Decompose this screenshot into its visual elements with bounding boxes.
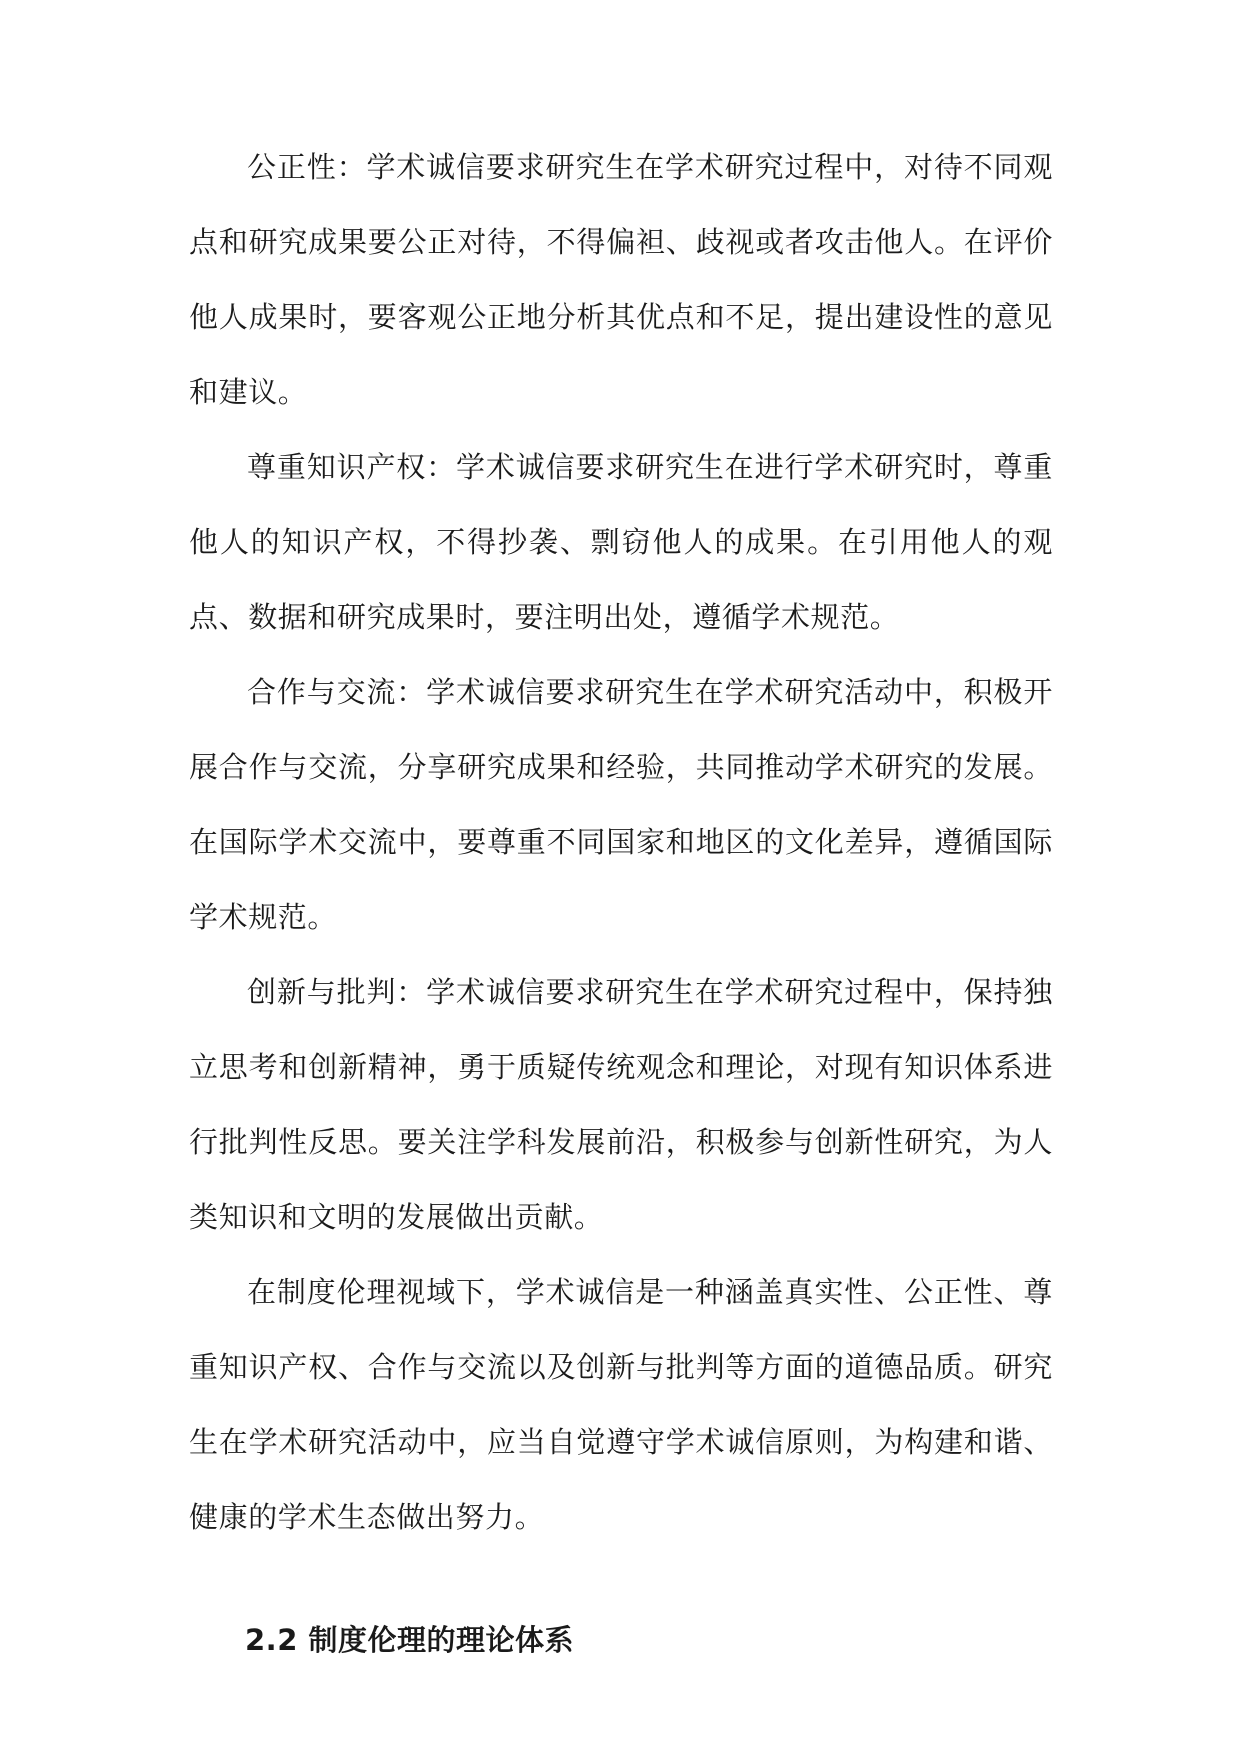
paragraph-fairness: 公正性：学术诚信要求研究生在学术研究过程中，对待不同观点和研究成果要公正对待，不得偏袒、歧视或者攻击他人。在评价他人成果时，要客观公正地分析其优点和不足，提出建设性的意见和建议。 (189, 150, 1053, 409)
document-page (189, 130, 1053, 1670)
section-heading: 2.2 制度伦理的理论体系 (245, 1623, 574, 1657)
paragraph-cooperation-exchange: 合作与交流：学术诚信要求研究生在学术研究活动中，积极开展合作与交流，分享研究成果和经验，共同推动学术研究的发展。在国际学术交流中，要尊重不同国家和地区的文化差异，遵循国际学术规范。 (189, 675, 1053, 934)
paragraph-innovation-critique: 创新与批判：学术诚信要求研究生在学术研究过程中，保持独立思考和创新精神，勇于质疑传统观念和理论，对现有知识体系进行批判性反思。要关注学科发展前沿，积极参与创新性研究，为人类知识和文明的发展做出贡献。 (189, 975, 1053, 1234)
paragraph-intellectual-property: 尊重知识产权：学术诚信要求研究生在进行学术研究时，尊重他人的知识产权，不得抄袭、剽窃他人的成果。在引用他人的观点、数据和研究成果时，要注明出处，遵循学术规范。 (189, 450, 1053, 634)
paragraph-summary: 在制度伦理视域下，学术诚信是一种涵盖真实性、公正性、尊重知识产权、合作与交流以及创新与批判等方面的道德品质。研究生在学术研究活动中，应当自觉遵守学术诚信原则，为构建和谐、健康的学术生态做出努力。 (189, 1275, 1053, 1534)
